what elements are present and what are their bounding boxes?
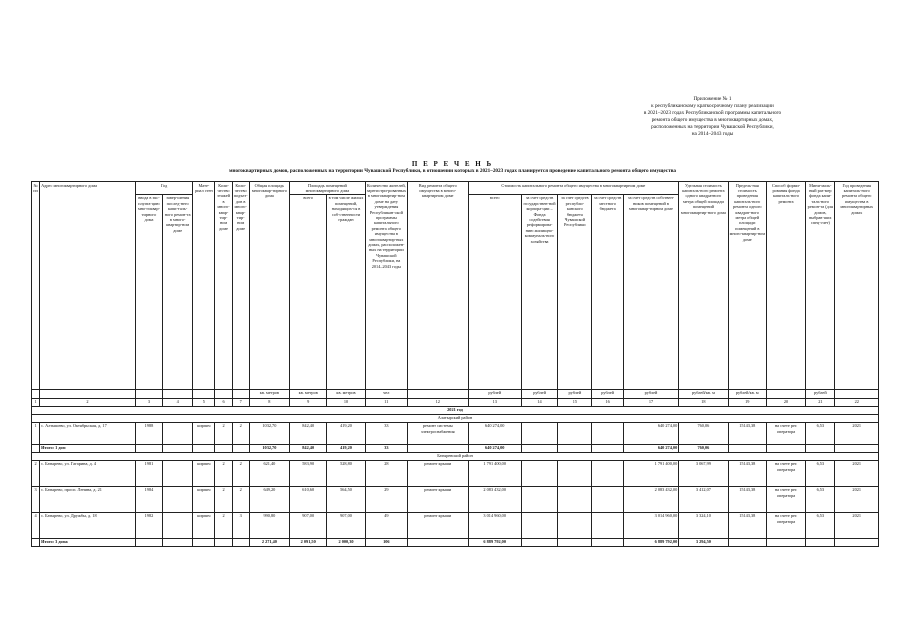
row-unit-cost: 3 067,99 bbox=[679, 460, 728, 486]
row-year: 2021 bbox=[835, 422, 879, 444]
row-year-built: 1982 bbox=[135, 512, 162, 538]
header-cell: Удельная стоимость капиталь-ного ремонта одного квадратного метра общей площади помещений многоквартир-ного дома bbox=[679, 182, 728, 390]
total-cost-owners: 6 889 792,00 bbox=[623, 538, 679, 546]
row-last-repair bbox=[163, 460, 193, 486]
header-cell: Адрес многоквартирного дома bbox=[40, 182, 136, 390]
unit-cell: кв. метров bbox=[249, 389, 289, 398]
row-max-cost: 15143,38 bbox=[728, 512, 766, 538]
row-area-rooms: 842,40 bbox=[290, 422, 327, 444]
header-cell: Вид ремонта общего имущества в много-квартирном доме bbox=[408, 182, 468, 390]
row-cost-local bbox=[592, 422, 623, 444]
column-number: 16 bbox=[592, 398, 623, 406]
row-area-owned: 528,80 bbox=[327, 460, 365, 486]
header-cell: Стоимость капитального ремонта общего имущества в многоквартирном доме bbox=[468, 182, 679, 195]
appendix-line: к республиканскому краткосрочному плану реализации bbox=[651, 103, 774, 110]
column-number: 22 bbox=[835, 398, 879, 406]
row-min-fund: 6,53 bbox=[806, 422, 835, 444]
table-row bbox=[32, 460, 879, 486]
row-residents: 33 bbox=[365, 422, 407, 444]
row-floors: 2 bbox=[215, 512, 232, 538]
appendix-line: Приложение № 1 bbox=[693, 96, 732, 102]
row-address: с. Батырево, ул. Дружбы, д. 18 bbox=[40, 512, 136, 538]
total-row bbox=[32, 444, 879, 452]
row-material: кирпич bbox=[193, 512, 215, 538]
document-title: П Е Р Е Ч Е Н Ь bbox=[411, 160, 494, 168]
column-number: 8 bbox=[249, 398, 289, 406]
row-cost-rep bbox=[558, 486, 592, 512]
column-number: 17 bbox=[623, 398, 679, 406]
appendix-line: в 2021–2023 годах Республиканской программы капитального bbox=[643, 110, 782, 117]
row-area-total: 649,20 bbox=[249, 486, 289, 512]
row-repair-type: ремонт крыши bbox=[408, 460, 468, 486]
column-number: 6 bbox=[215, 398, 232, 406]
header-cell: Год проведения капиталь-ного ремонта общего имущества в многоквартирных домах bbox=[835, 182, 879, 390]
total-area-rooms: 2 091,50 bbox=[290, 538, 327, 546]
row-fund-method: на счете рег. оператора bbox=[766, 422, 805, 444]
total-cost-total: 6 889 792,00 bbox=[468, 538, 521, 546]
unit-cell: рублей bbox=[558, 389, 592, 398]
header-cell: Мате-риал стен bbox=[193, 182, 215, 390]
total-area-total: 1032,70 bbox=[249, 444, 289, 452]
unit-cell: чел bbox=[365, 389, 407, 398]
buildings-table bbox=[31, 181, 879, 547]
column-number: 18 bbox=[679, 398, 728, 406]
row-cost-total: 2 083 432,00 bbox=[468, 486, 521, 512]
table-row bbox=[32, 422, 879, 444]
row-last-repair bbox=[163, 486, 193, 512]
row-last-repair bbox=[163, 512, 193, 538]
row-cost-owners: 1 791 400,00 bbox=[623, 460, 679, 486]
header-cell: Количество жителей, зарегистри-рованных в многоквартир-ном доме на дату утверждения Республикан-ской программы капитального ремонта общего имущества в многоквартир-ных домах, расположен-ных на территории Чувашской Республики, на 2014–2043 годы bbox=[365, 182, 407, 390]
appendix-line: расположенных на территории Чувашской Республики, bbox=[651, 124, 774, 131]
row-address: с. Батырево, ул. Гагарина, д. 4 bbox=[40, 460, 136, 486]
total-area-owned: 419,20 bbox=[327, 444, 365, 452]
row-cost-rep bbox=[558, 512, 592, 538]
total-area-rooms: 842,40 bbox=[290, 444, 327, 452]
column-number: 14 bbox=[521, 398, 557, 406]
column-number: 4 bbox=[163, 398, 193, 406]
total-area-total: 2 271,40 bbox=[249, 538, 289, 546]
row-area-total: 621,40 bbox=[249, 460, 289, 486]
total-label: Итого: 3 дома bbox=[40, 538, 136, 546]
row-area-rooms: 907,00 bbox=[290, 512, 327, 538]
column-number: 3 bbox=[135, 398, 162, 406]
header-cell: Мини-маль-ный раз-мер фонда капи-таль-ного ремон-та (для домов, выбрав-ших спец-счет) bbox=[806, 182, 835, 390]
header-cell: за счет средств местного бюджета bbox=[592, 194, 623, 389]
unit-cell: рублей/кв. м bbox=[728, 389, 766, 398]
row-area-rooms: 583,90 bbox=[290, 460, 327, 486]
row-address: с. Алтышево, ул. Октябрьская, д. 17 bbox=[40, 422, 136, 444]
column-number: 10 bbox=[327, 398, 365, 406]
total-label: Итого: 1 дом bbox=[40, 444, 136, 452]
row-max-cost: 15143,38 bbox=[728, 422, 766, 444]
row-entrances: 2 bbox=[232, 422, 249, 444]
row-min-fund: 6,53 bbox=[806, 512, 835, 538]
units-row bbox=[32, 389, 879, 398]
unit-cell: кв. метров bbox=[327, 389, 365, 398]
row-cost-local bbox=[592, 460, 623, 486]
header-cell: за счет средств республи-канского бюджета Чувашской Республики bbox=[558, 194, 592, 389]
row-material: кирпич bbox=[193, 460, 215, 486]
row-min-fund: 6,53 bbox=[806, 486, 835, 512]
header-cell: № пп bbox=[32, 182, 40, 390]
header-row bbox=[32, 182, 879, 195]
district-name: Алатырский район bbox=[32, 414, 879, 422]
header-cell: всего bbox=[290, 194, 327, 389]
row-cost-owners: 2 083 432,00 bbox=[623, 486, 679, 512]
row-material: кирпич bbox=[193, 486, 215, 512]
row-entrances: 2 bbox=[232, 460, 249, 486]
header-cell: Предель-ная стоимость проведения капиталь-ного ремонта одного квадрат-ного метра общей площади помещений в много-квартир-ном доме bbox=[728, 182, 766, 390]
row-repair-type: ремонт крыши bbox=[408, 486, 468, 512]
header-cell: Площадь помещений многоквартирного дома bbox=[290, 182, 366, 195]
row-unit-cost: 760,06 bbox=[679, 422, 728, 444]
row-residents: 29 bbox=[365, 486, 407, 512]
row-repair-type: ремонт крыши bbox=[408, 512, 468, 538]
row-max-cost: 15143,38 bbox=[728, 460, 766, 486]
header-cell: всего bbox=[468, 194, 521, 389]
header-cell: за счет средств государствен-ной корпора-ции – Фонда содействия реформирова-нию жилищно-коммуналь-ного хозяйства bbox=[521, 194, 557, 389]
unit-cell: рублей bbox=[521, 389, 557, 398]
header-cell: в том числе жилых помещений, находящих-ся в соб-ственности граждан bbox=[327, 194, 365, 389]
total-cost-total: 640 274,00 bbox=[468, 444, 521, 452]
total-row bbox=[32, 538, 879, 546]
total-cost-owners: 640 274,00 bbox=[623, 444, 679, 452]
column-number-row bbox=[32, 398, 879, 406]
row-floors: 2 bbox=[215, 460, 232, 486]
total-unit-cost: 3 294,50 bbox=[679, 538, 728, 546]
appendix-line: на 2014–2043 годы bbox=[691, 131, 734, 138]
row-area-total: 990,80 bbox=[249, 512, 289, 538]
column-number: 9 bbox=[290, 398, 327, 406]
column-number: 13 bbox=[468, 398, 521, 406]
row-fund-method: на счете рег. оператора bbox=[766, 512, 805, 538]
column-number: 5 bbox=[193, 398, 215, 406]
row-number: 1 bbox=[32, 422, 40, 444]
row-cost-local bbox=[592, 486, 623, 512]
column-number: 20 bbox=[766, 398, 805, 406]
row-year-built: 1981 bbox=[135, 460, 162, 486]
district-row bbox=[32, 452, 879, 460]
row-unit-cost: 3 324,10 bbox=[679, 512, 728, 538]
unit-cell: кв. метров bbox=[290, 389, 327, 398]
row-cost-total: 640 274,00 bbox=[468, 422, 521, 444]
row-cost-owners: 640 274,00 bbox=[623, 422, 679, 444]
total-residents: 33 bbox=[365, 444, 407, 452]
year-row bbox=[32, 406, 879, 414]
row-material: кирпич bbox=[193, 422, 215, 444]
column-number: 15 bbox=[558, 398, 592, 406]
row-entrances: 3 bbox=[232, 512, 249, 538]
header-cell: Общая площадь многоквар-тирного дома bbox=[249, 182, 289, 390]
header-cell: завер-шения послед-него капи-таль-ного ремон-та в много-квартир-ном доме bbox=[163, 194, 193, 389]
row-cost-fund bbox=[521, 486, 557, 512]
table-row bbox=[32, 512, 879, 538]
row-max-cost: 15143,38 bbox=[728, 486, 766, 512]
column-number: 2 bbox=[40, 398, 136, 406]
column-number: 12 bbox=[408, 398, 468, 406]
column-number: 1 bbox=[32, 398, 40, 406]
row-number: 3 bbox=[32, 486, 40, 512]
row-cost-fund bbox=[521, 422, 557, 444]
row-repair-type: ремонт системы электроснабжения bbox=[408, 422, 468, 444]
row-area-owned: 419,20 bbox=[327, 422, 365, 444]
row-cost-total: 3 014 960,00 bbox=[468, 512, 521, 538]
row-residents: 28 bbox=[365, 460, 407, 486]
row-last-repair bbox=[163, 422, 193, 444]
column-number: 21 bbox=[806, 398, 835, 406]
row-cost-fund bbox=[521, 512, 557, 538]
row-year: 2021 bbox=[835, 512, 879, 538]
unit-cell: рублей bbox=[623, 389, 679, 398]
row-fund-method: на счете рег. оператора bbox=[766, 460, 805, 486]
total-area-owned: 2 000,30 bbox=[327, 538, 365, 546]
total-unit-cost: 760,06 bbox=[679, 444, 728, 452]
row-year: 2021 bbox=[835, 460, 879, 486]
header-cell: Коли-чество подъез-дов в много-квар-тир-ном доме bbox=[232, 182, 249, 390]
column-number: 11 bbox=[365, 398, 407, 406]
row-cost-local bbox=[592, 512, 623, 538]
row-cost-total: 1 791 400,00 bbox=[468, 460, 521, 486]
district-name: Батыревский район bbox=[32, 452, 879, 460]
year-label: 2021 год bbox=[32, 406, 879, 414]
column-number: 7 bbox=[232, 398, 249, 406]
row-year: 2021 bbox=[835, 486, 879, 512]
row-floors: 2 bbox=[215, 422, 232, 444]
total-residents: 106 bbox=[365, 538, 407, 546]
unit-cell: рублей bbox=[592, 389, 623, 398]
column-number: 19 bbox=[728, 398, 766, 406]
row-unit-cost: 3 412,07 bbox=[679, 486, 728, 512]
row-min-fund: 6,53 bbox=[806, 460, 835, 486]
row-address: с. Батырево, просп. Ленина, д. 21 bbox=[40, 486, 136, 512]
row-year-built: 1988 bbox=[135, 422, 162, 444]
row-floors: 2 bbox=[215, 486, 232, 512]
appendix-line: ремонта общего имущества в многоквартирных домах, bbox=[651, 117, 774, 124]
header-cell: за счет средств собствен-ников помещений в многоквар-тирном доме bbox=[623, 194, 679, 389]
row-area-total: 1032,70 bbox=[249, 422, 289, 444]
header-cell: Год bbox=[135, 182, 192, 195]
row-area-owned: 907,00 bbox=[327, 512, 365, 538]
header-cell: Коли-чество этажей в много-квар-тир-ном доме bbox=[215, 182, 232, 390]
header-cell: ввода в экс-плуата-цию мно-гоквар-тирного дома bbox=[135, 194, 162, 389]
header-cell: Способ форми-рования фонда капиталь-ного ремонта bbox=[766, 182, 805, 390]
row-number: 4 bbox=[32, 512, 40, 538]
document-subtitle: многоквартирных домов, расположенных на территории Чувашской Республики, в отношении которых в 2021–2023 годах планируется проведение капитального ремонта общего имущества bbox=[228, 168, 677, 174]
row-cost-fund bbox=[521, 460, 557, 486]
row-entrances: 2 bbox=[232, 486, 249, 512]
row-area-rooms: 610,60 bbox=[290, 486, 327, 512]
row-area-owned: 564,50 bbox=[327, 486, 365, 512]
district-row bbox=[32, 414, 879, 422]
row-fund-method: на счете рег. оператора bbox=[766, 486, 805, 512]
row-residents: 49 bbox=[365, 512, 407, 538]
row-cost-owners: 3 014 960,00 bbox=[623, 512, 679, 538]
appendix-block bbox=[610, 96, 815, 139]
row-cost-rep bbox=[558, 422, 592, 444]
unit-cell: рублей/кв. м bbox=[679, 389, 728, 398]
row-year-built: 1984 bbox=[135, 486, 162, 512]
table-row bbox=[32, 486, 879, 512]
unit-cell: рублей bbox=[806, 389, 835, 398]
row-number: 2 bbox=[32, 460, 40, 486]
row-cost-rep bbox=[558, 460, 592, 486]
unit-cell: рублей bbox=[468, 389, 521, 398]
